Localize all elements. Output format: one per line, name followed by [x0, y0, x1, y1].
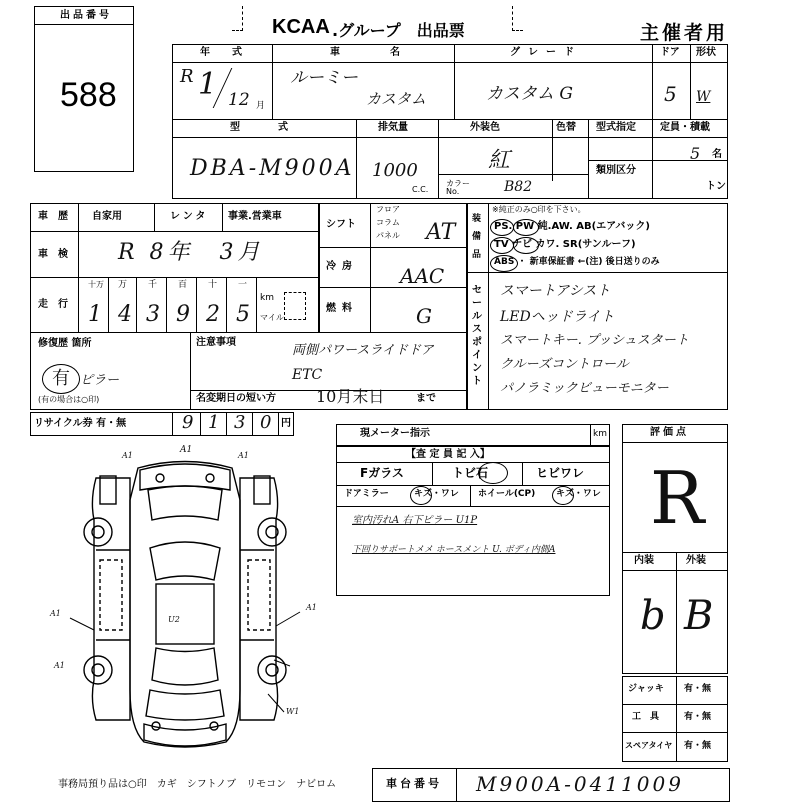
damage-mark-w1: W1	[286, 707, 300, 716]
shift-floor: フロア	[376, 205, 400, 214]
repair-circle	[42, 364, 80, 394]
car-name-line-2: カスタム	[366, 90, 427, 108]
score-line-1	[622, 442, 728, 443]
private-use-option: 自家用	[92, 211, 122, 222]
score-line-2	[622, 552, 728, 553]
row2-header-line-b	[592, 137, 728, 138]
roof	[156, 584, 214, 644]
sales-point-2: LEDヘッドライト	[500, 309, 615, 325]
score-line-3	[622, 570, 728, 571]
exterior-color-label: 外装色	[470, 122, 500, 133]
repair-note: (有の場合は○印)	[38, 395, 100, 404]
tools-yes-no: 有・無	[684, 712, 712, 722]
exterior-label: 外装	[686, 555, 706, 566]
ac-label: 冷房	[326, 261, 358, 272]
equipment-line-2: TV ナビ カワ. SR(サンルーフ)	[494, 239, 636, 250]
front-bumper	[140, 464, 230, 490]
front-glass-label: Fガラス	[360, 466, 404, 480]
wheel-label: ホイール(CP)	[478, 489, 536, 499]
mileage-digit: 5	[236, 302, 250, 327]
repair-value: 有	[52, 368, 70, 389]
door-value: 5	[664, 82, 677, 106]
month-value: 12	[228, 90, 250, 110]
fuel-value: G	[416, 304, 432, 328]
repair-detail: ピラー	[80, 373, 120, 388]
row2-div-4	[588, 119, 589, 199]
history-div-a	[154, 203, 155, 231]
mileage-unit: 十	[208, 280, 218, 290]
mileage-digit: 3	[146, 302, 160, 327]
equipment-label: 装備品	[472, 214, 482, 260]
rear-right-wheel	[258, 656, 286, 684]
recycle-digit: 3	[234, 412, 246, 433]
row1-div-4	[690, 44, 691, 120]
deadline-value: 10月末日	[316, 387, 385, 406]
recycle-div	[200, 412, 201, 436]
shift-line-1	[318, 247, 468, 248]
shape-label: 形状	[696, 47, 716, 58]
front-glass-chip-circle	[478, 462, 508, 484]
front-glass-crack: ヒビワレ	[536, 466, 585, 480]
displacement-value: 1000	[372, 160, 418, 181]
history-line-1	[30, 231, 320, 232]
sales-point-3: スマートキー. プッシュスタート	[500, 333, 689, 348]
row2-div-5	[652, 119, 653, 199]
km-checkbox	[284, 292, 306, 320]
inspector-line-3	[336, 506, 610, 507]
mile-unit: マイル	[260, 313, 284, 322]
shaken-value: R 8年 3月	[118, 240, 264, 265]
caution-item-2: ETC	[292, 367, 323, 383]
damage-mark-a1-front: A1	[180, 445, 193, 455]
shift-panel: パネル	[376, 231, 400, 240]
interior-label: 内装	[634, 555, 654, 566]
equipment-note: ※純正のみ○印を下さい。	[492, 205, 586, 214]
row1-div-2	[454, 44, 455, 120]
damage-mark-a1-right: A1	[306, 603, 317, 612]
mileage-digit: 9	[176, 302, 190, 327]
car-history-label: 車 歴	[38, 211, 68, 222]
inspection-note-2: 下回りサポートメメ ホースメント U. ボディ内側A	[352, 545, 556, 555]
inspector-div-a	[432, 462, 433, 485]
mileage-digit: 2	[206, 302, 220, 327]
lot-number-divider	[35, 24, 133, 25]
damage-mark-a1-front-right: A1	[238, 451, 249, 460]
inspector-line-2	[336, 485, 610, 486]
cc-unit: C.C.	[412, 185, 429, 194]
grade-label: グレード	[510, 47, 582, 58]
jack-label: ジャッキ	[628, 684, 664, 694]
left-mirror	[100, 476, 116, 504]
jack-yes-no: 有・無	[684, 684, 712, 694]
damage-mark-u2-roof: U2	[168, 615, 180, 624]
interior-score: b	[640, 593, 666, 639]
capacity-label: 定員・積載	[660, 122, 710, 133]
damage-mark-a1-rear-left: A1	[54, 661, 65, 670]
mileage-div	[196, 278, 197, 332]
mileage-unit: 十万	[88, 280, 104, 289]
front-right-wheel	[258, 518, 286, 546]
car-outline	[130, 462, 240, 748]
hood	[148, 486, 222, 520]
corner-mark-left	[232, 6, 243, 31]
mileage-div	[256, 278, 257, 332]
sales-point-5: パノラミックビューモニター	[500, 381, 669, 396]
score-div	[676, 552, 677, 674]
door-mirror-circle	[410, 486, 432, 505]
business-option: 事業.営業車	[228, 211, 282, 222]
equipment-circle-pw	[513, 219, 539, 236]
form-title: .グループ 出品票	[332, 21, 465, 40]
mileage-div	[108, 278, 109, 332]
overall-score: R	[650, 456, 705, 540]
exterior-color-value: 紅	[488, 148, 511, 173]
brand-logo: KCAA	[272, 16, 330, 38]
rental-option: レンタ	[170, 211, 209, 222]
color-no-label: カラー No.	[446, 179, 470, 196]
copy-type: 主催者用	[640, 22, 729, 44]
accessories-div	[676, 676, 677, 762]
exterior-score: B	[684, 593, 714, 639]
keys-note: 事務局預り品は○印 カギ シフトノブ リモコン ナビロム	[58, 779, 337, 790]
category-label: 類別区分	[596, 165, 636, 176]
rear-window	[152, 648, 218, 685]
meter-unit-div	[590, 424, 591, 446]
mileage-grid	[80, 278, 256, 332]
damage-mark-a1-left: A1	[50, 609, 61, 618]
type-designation-label: 型式指定	[596, 122, 636, 133]
rear-bumper	[144, 724, 226, 746]
row1-div-1	[272, 44, 273, 120]
mileage-div	[166, 278, 167, 332]
chassis-number: M900A-0411009	[476, 772, 684, 796]
caution-label: 注意事項	[196, 337, 236, 348]
year-label: 年 式	[200, 47, 248, 58]
door-label: ドア	[660, 47, 680, 58]
door-mirror-label: ドアミラー	[344, 489, 389, 499]
shift-value: AT	[426, 220, 456, 245]
mileage-label: 走 行	[38, 299, 68, 310]
recycle-div	[172, 412, 173, 436]
recycle-div	[226, 412, 227, 436]
wheel-damage: キズ・ワレ	[556, 489, 601, 499]
km-unit: km	[260, 293, 274, 303]
recycle-digit: 0	[260, 412, 272, 433]
equipment-line-1: PS. PW 純.AW. AB(エアバック)	[494, 221, 650, 232]
history-label-col	[78, 203, 79, 333]
shift-line-2	[318, 287, 468, 288]
equipment-circle-abs	[490, 255, 518, 272]
recycle-div	[252, 412, 253, 436]
tools-label: 工 具	[632, 712, 660, 722]
mileage-unit: 千	[148, 280, 158, 290]
repair-div	[190, 332, 191, 410]
inspector-header: 【査 定 員 記 入】	[406, 449, 490, 460]
equipment-circle-ps	[490, 219, 514, 236]
sales-point-4: クルーズコントロール	[500, 357, 629, 372]
type-value: DBA-M900A	[190, 156, 355, 181]
shift-column: コラム	[376, 218, 400, 227]
row2-color-line	[438, 174, 588, 175]
type-label: 型 式	[230, 122, 302, 133]
score-label: 評価点	[650, 427, 689, 438]
sales-point-1: スマートアシスト	[500, 283, 611, 299]
mileage-unit: 一	[238, 280, 248, 290]
right-side-panels	[240, 478, 278, 720]
capacity-unit: 名	[712, 149, 722, 160]
accessories-line	[622, 732, 728, 733]
month-unit: 月	[256, 101, 266, 111]
mileage-div	[226, 278, 227, 332]
deadline-suffix: まで	[416, 393, 436, 404]
shape-value: W	[696, 89, 711, 105]
inspection-note-1: 室内汚れA 右下ピラー U1P	[352, 515, 478, 526]
history-div-b	[222, 203, 223, 231]
grade-value: カスタム G	[486, 84, 573, 104]
row2-div-2	[438, 119, 439, 199]
front-glass-chip: トビ石	[452, 466, 489, 480]
spare-tire-label: スペアタイヤ	[625, 741, 673, 750]
equipment-circle-tv	[490, 237, 514, 254]
meter-unit: km	[593, 429, 607, 439]
equipment-line-3: ABS ・ 新車保証書 ←(注) 後日送りのみ	[494, 257, 660, 267]
shaken-label: 車 検	[38, 249, 68, 260]
inspector-line-1	[336, 462, 610, 463]
corner-mark-right	[512, 6, 523, 31]
rear-left-wheel	[84, 656, 112, 684]
lot-number-label: 出品番号	[60, 10, 112, 21]
row2-div-3	[552, 119, 553, 181]
chassis-label: 車台番号	[386, 777, 442, 790]
row2-div-1	[356, 119, 357, 199]
row1-header-line	[172, 62, 728, 63]
chassis-div	[456, 768, 457, 802]
car-name-label: 車 名	[330, 47, 420, 58]
row1-div-3	[652, 44, 653, 120]
recycle-digit: 9	[182, 412, 194, 433]
ac-value: AAC	[400, 264, 445, 288]
car-name-line-1: ルーミー	[290, 68, 358, 88]
recycle-div	[278, 412, 279, 436]
damage-mark-a1-front-left: A1	[122, 451, 133, 460]
accessories-line	[622, 704, 728, 705]
right-mirror	[254, 476, 270, 504]
row2-category-line	[588, 160, 728, 161]
load-unit: トン	[706, 181, 726, 192]
displacement-label: 排気量	[378, 122, 408, 133]
recycle-yen: 円	[281, 418, 291, 429]
sales-points-label-col	[488, 272, 489, 410]
mileage-div	[136, 278, 137, 332]
shift-label: シフト	[326, 219, 356, 230]
sales-points-label: セールスポイント	[472, 285, 482, 387]
shift-label-col	[370, 203, 371, 333]
inspector-div-c	[470, 485, 471, 506]
color-no-value: B82	[504, 179, 533, 195]
equipment-label-col	[488, 203, 489, 273]
mileage-unit: 万	[118, 280, 128, 290]
row2-header-line	[172, 137, 592, 138]
mileage-unit: 百	[178, 280, 188, 290]
wheel-circle	[552, 486, 574, 505]
recycle-label: リサイクル券 有・無	[34, 418, 127, 429]
repair-history-label: 修復歴 箇所	[38, 338, 92, 349]
caution-item-1: 両側パワースライドドア	[292, 343, 434, 358]
recycle-digit: 1	[208, 412, 220, 433]
door-mirror-damage: キズ・ワレ	[414, 489, 459, 499]
mileage-digit: 4	[118, 302, 132, 327]
equipment-circle-navi	[513, 237, 539, 254]
color-change-label: 色替	[556, 122, 576, 133]
deadline-label: 名変期日の短い方	[196, 393, 276, 404]
capacity-value: 5	[690, 144, 701, 163]
meter-label: 現メーター指示	[360, 428, 430, 439]
back-door	[146, 690, 224, 720]
mileage-digit: 1	[88, 302, 102, 327]
lot-number: 588	[60, 76, 117, 114]
spare-yes-no: 有・無	[684, 741, 712, 751]
year-value: 1	[198, 67, 218, 102]
year-era: R	[180, 66, 194, 87]
inspector-div-b	[522, 462, 523, 485]
front-left-wheel	[84, 518, 112, 546]
left-side-panels	[92, 478, 130, 720]
fuel-label: 燃料	[326, 303, 358, 314]
windshield	[150, 542, 220, 580]
